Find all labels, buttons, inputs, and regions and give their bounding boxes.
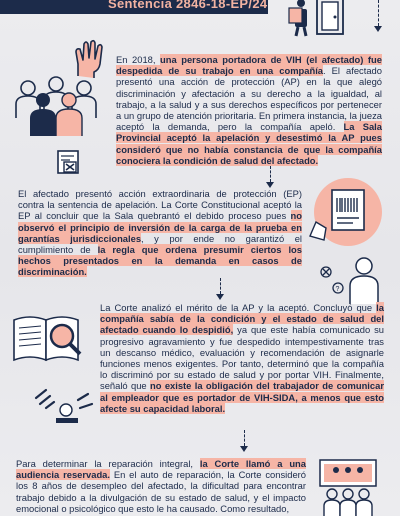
connector-line xyxy=(244,430,245,446)
highlight-span: no observó el principio de inversión de la carga de la prueba en garantías jurisdiccionales xyxy=(18,210,302,244)
text-span: En el auto de reparación, la Corte consideró los 8 años de desempleo del afectado, la dificultad para encontrar trabajo debido a la divulgación de su estado de salud, y el impacto emocional o psicológico que esto le ha causado. Como resultado, xyxy=(16,469,306,514)
section-3-text xyxy=(100,302,384,414)
highlight-span: la compañía sabía de la condición y el estado de salud del afectado cuando lo despidió, xyxy=(100,302,384,336)
section-1-text xyxy=(116,54,382,166)
text-span: ya que este había comunicado su progresivo agravamiento y fue despedido intempestivamente tras un descanso médico, evaluación y recomendación de asignarle funciones menos exigentes. Por tanto, determinó que la compañía lo discriminó por su estado de salud y por portar VIH. Finalmente, señaló que xyxy=(100,324,384,392)
group-people-icon xyxy=(14,78,100,138)
connector-arrow xyxy=(374,26,382,32)
connector-line xyxy=(220,278,221,294)
section-4-text xyxy=(16,458,306,514)
connector-arrow xyxy=(240,446,248,452)
text-span: . El afectado presentó una acción de protección (AP) en la que alegó discriminación y afectación a su derecho a la igualdad, al trabajo, a la salud y a sus derechos específicos por pertenecer a un grupo de atención prioritaria. En primera instancia, la jueza aceptó la demanda, pero la compañía apeló. xyxy=(116,65,382,133)
barcode-document-icon xyxy=(306,176,386,248)
highlight-span: La Sala Provincial aceptó la apelación y desestimó la AP pues consideró que no había constancia de que la compañía conociera la condición de salud del afectado. xyxy=(116,121,382,166)
text-span: El afectado presentó acción extraordinaria de protección (EP) contra la sentencia de apelación. La Corte Constitucional aceptó la EP al concluir que la Sala quebrantó el debido proceso pues xyxy=(18,188,302,222)
audience-meeting-icon xyxy=(314,458,394,516)
magnifier-book-icon xyxy=(12,310,82,366)
connector-arrow xyxy=(216,294,224,300)
highlight-span: la regla que ordena presumir ciertos los hechos presentados en la demanda en casos de discriminación. xyxy=(18,244,302,278)
text-span: , y por ende no garantizó el cumplimiento de xyxy=(18,232,302,256)
highlight-span: una persona portadora de VIH (el afectado) fue despedida de su trabajo en una compañía xyxy=(116,54,382,77)
highlight-span: la Corte llamó a una audiencia reservada. xyxy=(16,458,306,481)
text-span: En 2018, xyxy=(116,54,161,65)
text-span: Para determinar la reparación integral, xyxy=(16,458,200,469)
raised-hands-icon xyxy=(74,40,108,80)
svg-text:?: ? xyxy=(335,286,340,293)
connector-line xyxy=(270,166,271,182)
thinking-person-icon xyxy=(318,252,390,304)
page-title: Sentencia 2846-18-EP/24 xyxy=(108,0,268,11)
connector-line xyxy=(378,0,379,26)
highlight-span: no existe la obligación del trabajador de comunicar al empleador que es portador de VIH-SIDA, a menos que esto afecte su capacidad laboral. xyxy=(100,380,384,414)
section-2-text xyxy=(18,188,302,278)
hands-balance-icon xyxy=(34,388,94,428)
person-door-icon xyxy=(284,0,354,36)
document-x-icon xyxy=(56,150,86,174)
text-span: La Corte analizó el mérito de la AP y la aceptó. Concluyó que xyxy=(100,302,377,313)
